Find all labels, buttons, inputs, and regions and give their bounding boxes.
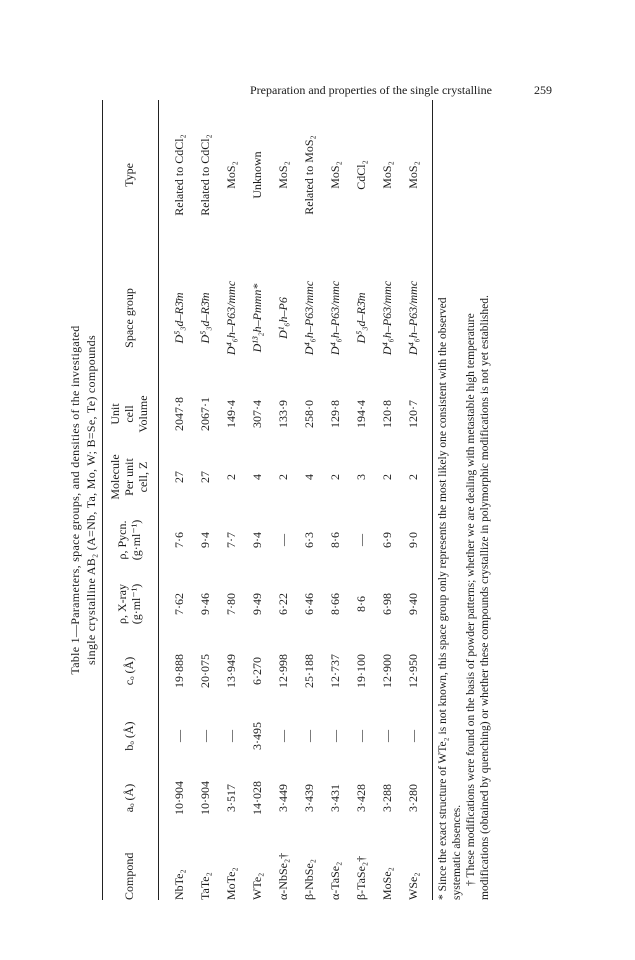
cell-unit-cell-volume: 133·9: [275, 400, 290, 428]
cell-a0: 3·280: [405, 784, 420, 812]
cell-c0: 12·998: [275, 654, 290, 688]
cell-space-group: D⁴₆h–P63/mmc: [327, 280, 342, 356]
header-b0-line: bₒ (Å): [122, 721, 137, 751]
cell-a0: 10·904: [171, 781, 186, 815]
cell-c0: 20·075: [197, 654, 212, 688]
table-bottom-rule: [432, 100, 433, 900]
cell-b0: —: [301, 730, 316, 742]
cell-density-pycn: 9·0: [405, 532, 420, 548]
cell-density-xray: 8·6: [353, 596, 368, 612]
cell-space-group: D⁵₃d–R3̄m: [171, 292, 186, 344]
table-caption-line-1: Table 1—Parameters, space groups, and densities of the investigated: [68, 325, 82, 675]
page-number: 259: [534, 83, 552, 97]
cell-c0: 6·270: [249, 657, 264, 685]
cell-density-pycn: 8·6: [327, 532, 342, 548]
cell-density-pycn: 9·4: [249, 532, 264, 548]
header-unit-cell-volume-line: Unit: [108, 403, 123, 425]
header-molecules-per-cell-line: Molecule: [108, 454, 123, 500]
header-molecules-per-cell: [105, 446, 155, 508]
cell-c0: 12·950: [405, 654, 420, 688]
cell-b0: —: [197, 730, 212, 742]
cell-unit-cell-volume: 149·4: [223, 400, 238, 428]
header-top-rule: [102, 100, 103, 900]
cell-c0: 13·949: [223, 654, 238, 688]
cell-a0: 3·288: [379, 784, 394, 812]
cell-density-pycn: —: [275, 534, 290, 546]
cell-b0: —: [379, 730, 394, 742]
cell-c0: 25·188: [301, 654, 316, 688]
header-density-xray-line: ρ, X-ray: [115, 584, 130, 624]
cell-density-pycn: 6·3: [301, 532, 316, 548]
header-compound: [105, 830, 155, 900]
header-c0: [105, 638, 155, 704]
header-density-pycn-line: ρ, Pycn.: [115, 520, 130, 560]
cell-space-group: D⁴₆h–P63/mmc: [301, 280, 316, 356]
header-density-xray-line: (g·ml⁻¹): [129, 583, 143, 625]
cell-unit-cell-volume: 120·7: [405, 400, 420, 428]
cell-a0: 3·439: [301, 784, 316, 812]
cell-type: MoS₂: [405, 161, 420, 189]
cell-b0: —: [353, 730, 368, 742]
cell-a0: 10·904: [197, 781, 212, 815]
cell-unit-cell-volume: 194·4: [353, 400, 368, 428]
header-c0-line: cₒ (Å): [122, 656, 137, 686]
cell-b0: —: [327, 730, 342, 742]
cell-density-xray: 6·22: [275, 593, 290, 615]
cell-density-pycn: 6·9: [379, 532, 394, 548]
cell-space-group: D⁴₆h–P63/mmc: [405, 280, 420, 356]
cell-molecules-per-cell: 27: [197, 471, 212, 483]
cell-b0: —: [275, 730, 290, 742]
header-molecules-per-cell-line: cell, Z: [135, 461, 150, 493]
cell-molecules-per-cell: 2: [223, 474, 238, 480]
cell-space-group: D⁵₃d–R3̄m: [353, 292, 368, 344]
header-space-group-line: Space group: [122, 288, 137, 348]
table-row: [270, 100, 296, 900]
header-density-pycn: [105, 510, 155, 570]
cell-c0: 12·900: [379, 654, 394, 688]
footnote-1-cont: systematic absences.: [451, 804, 463, 900]
cell-density-xray: 8·66: [327, 593, 342, 615]
table-row: [192, 100, 218, 900]
cell-type: Related to CdCl₂: [197, 134, 212, 216]
header-space-group: [105, 256, 155, 380]
table-row: [400, 100, 426, 900]
header-type-line: Type: [122, 163, 137, 187]
cell-c0: 12·737: [327, 654, 342, 688]
cell-unit-cell-volume: 129·8: [327, 400, 342, 428]
cell-a0: 14·028: [249, 781, 264, 815]
table-row: [296, 100, 322, 900]
header-compound-line: Compond: [122, 852, 137, 900]
cell-density-pycn: 7·7: [223, 532, 238, 548]
cell-compound: α-NbSe₂†: [275, 852, 290, 900]
cell-molecules-per-cell: 2: [327, 474, 342, 480]
cell-molecules-per-cell: 4: [249, 474, 264, 480]
table-row: [166, 100, 192, 900]
cell-type: MoS₂: [379, 161, 394, 189]
footnote-1: * Since the exact structure of WTe₂ is not known, this space group only represents the most likely one consistent with the observed: [437, 297, 449, 900]
cell-density-xray: 9·40: [405, 593, 420, 615]
header-a0-line: aₒ (Å): [122, 783, 137, 813]
cell-molecules-per-cell: 2: [405, 474, 420, 480]
cell-density-xray: 6·46: [301, 593, 316, 615]
header-density-xray: [105, 572, 155, 636]
cell-compound: β-NbSe₂: [301, 859, 316, 900]
cell-molecules-per-cell: 2: [379, 474, 394, 480]
cell-compound: MoSe₂: [379, 867, 394, 900]
cell-density-pycn: —: [353, 534, 368, 546]
table-row: [374, 100, 400, 900]
cell-compound: MoTe₂: [223, 867, 238, 900]
cell-compound: α-TaSe₂: [327, 861, 342, 900]
rotated-table: [60, 100, 530, 900]
cell-type: CdCl₂: [353, 160, 368, 190]
cell-space-group: D⁴₆h–P63/mmc: [223, 280, 238, 356]
cell-space-group: D⁴₆h–P63/mmc: [379, 280, 394, 356]
header-a0: [105, 768, 155, 828]
cell-space-group: D⁵₃d–R3̄m: [197, 292, 212, 344]
cell-type: MoS₂: [327, 161, 342, 189]
table-row: [322, 100, 348, 900]
running-head: Preparation and properties of the single crystalline: [250, 83, 492, 97]
cell-unit-cell-volume: 2047·8: [171, 397, 186, 431]
header-unit-cell-volume-line: cell: [122, 405, 137, 423]
cell-type: MoS₂: [223, 161, 238, 189]
cell-a0: 3·431: [327, 784, 342, 812]
cell-unit-cell-volume: 307·4: [249, 400, 264, 428]
cell-b0: —: [171, 730, 186, 742]
cell-type: Related to CdCl₂: [171, 134, 186, 216]
cell-density-xray: 7·62: [171, 593, 186, 615]
cell-density-pycn: 9·4: [197, 532, 212, 548]
cell-space-group: D¹³₂h–Pmmn*: [249, 283, 264, 353]
header-density-pycn-line: (g·ml⁻¹): [129, 519, 143, 561]
table-row: [244, 100, 270, 900]
cell-molecules-per-cell: 2: [275, 474, 290, 480]
cell-molecules-per-cell: 3: [353, 474, 368, 480]
cell-unit-cell-volume: 2067·1: [197, 397, 212, 431]
footnote-2-cont: modifications (obtained by quenching) or whether these compounds crystallize in polymorphic modifications is not yet established.: [479, 295, 491, 900]
header-molecules-per-cell-line: Per unit: [122, 458, 137, 496]
table-row: [218, 100, 244, 900]
header-b0: [105, 706, 155, 766]
cell-c0: 19·888: [171, 654, 186, 688]
cell-type: MoS₂: [275, 161, 290, 189]
cell-compound: NbTe₂: [171, 869, 186, 900]
cell-b0: 3·495: [249, 722, 264, 750]
cell-compound: β-TaSe₂†: [353, 855, 368, 900]
cell-density-xray: 9·49: [249, 593, 264, 615]
cell-density-xray: 6·98: [379, 593, 394, 615]
table-row: [348, 100, 374, 900]
footnote-2: † These modifications were found on the basis of powder patterns; whether we are dealing with metastable high temperature: [465, 313, 477, 886]
cell-unit-cell-volume: 120·8: [379, 400, 394, 428]
header-unit-cell-volume-line: Volume: [135, 395, 150, 433]
cell-density-xray: 7·80: [223, 593, 238, 615]
cell-molecules-per-cell: 27: [171, 471, 186, 483]
cell-a0: 3·428: [353, 784, 368, 812]
cell-c0: 19·100: [353, 654, 368, 688]
cell-type: Related to MoS₂: [301, 135, 316, 215]
cell-a0: 3·517: [223, 784, 238, 812]
cell-density-xray: 9·46: [197, 593, 212, 615]
cell-compound: TaTe₂: [197, 872, 212, 900]
cell-compound: WSe₂: [405, 872, 420, 900]
cell-space-group: D¹₆h–P6: [275, 297, 290, 339]
cell-density-pycn: 7·6: [171, 532, 186, 548]
table-caption-line-2: single crystalline AB₂ (A=Nb, Ta, Mo, W; B=Se, Te) compounds: [84, 335, 98, 665]
cell-b0: —: [405, 730, 420, 742]
cell-molecules-per-cell: 4: [301, 474, 316, 480]
cell-type: Unknown: [249, 151, 264, 199]
header-unit-cell-volume: [105, 384, 155, 444]
header-bottom-rule: [158, 100, 159, 900]
cell-a0: 3·449: [275, 784, 290, 812]
cell-unit-cell-volume: 258·0: [301, 400, 316, 428]
cell-compound: WTe₂: [249, 872, 264, 900]
header-type: [105, 100, 155, 250]
cell-b0: —: [223, 730, 238, 742]
